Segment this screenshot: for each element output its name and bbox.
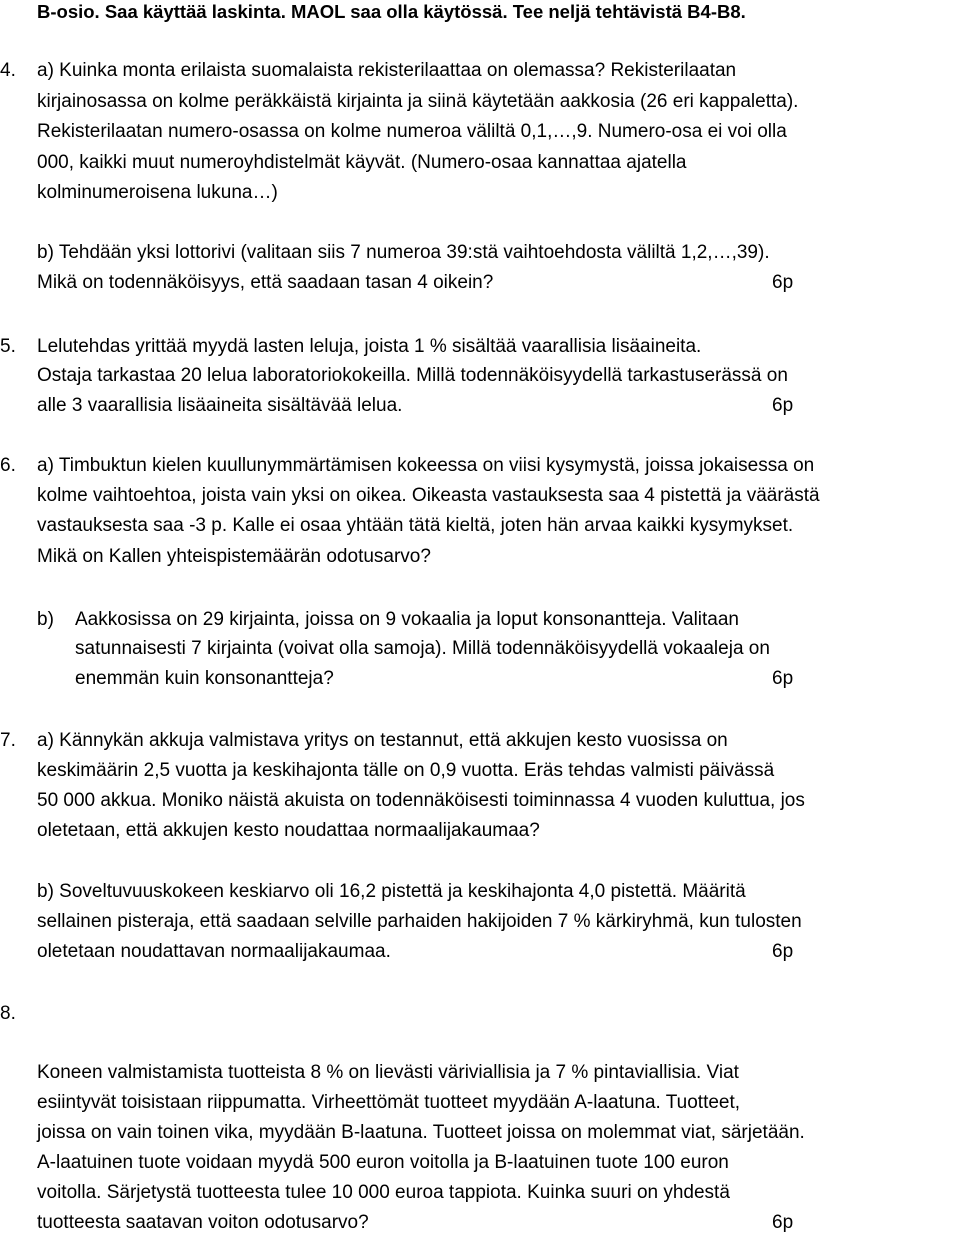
question-text-line: vastauksesta saa -3 p. Kalle ei osaa yhtään tätä kieltä, joten hän arvaa kaikki kysymykset. [37,515,794,536]
question-text-line: kolme vaihtoehtoa, joista vain yksi on oikea. Oikeasta vastauksesta saa 4 pistettä ja väärästä [37,485,820,506]
question-number: 4. [0,60,16,81]
page-header: B-osio. Saa käyttää laskinta. MAOL saa olla käytössä. Tee neljä tehtävistä B4-B8. [37,1,746,22]
points-label: 6p [772,395,794,416]
points-label: 6p [772,668,794,689]
question-number: 7. [0,730,16,751]
points-label: 6p [772,941,794,962]
question-text-line: sellainen pisteraja, että saadaan selville parhaiden hakijoiden 7 % kärkiryhmä, kun tulosten [37,911,802,932]
question-text-line: 000, kaikki muut numeroyhdistelmät käyvät. (Numero-osaa kannattaa ajatella [37,152,687,173]
question-number: 6. [0,455,16,476]
question-text-line: Lelutehdas yrittää myydä lasten leluja, joista 1 % sisältää vaarallisia lisäaineita. [37,336,702,357]
question-text-line: Mikä on todennäköisyys, että saadaan tasan 4 oikein? [37,272,494,293]
question-text-line: voitolla. Särjetystä tuotteesta tulee 10 000 euroa tappiota. Kuinka suuri on yhdestä [37,1182,730,1203]
question-text-line: enemmän kuin konsonantteja? [75,668,334,689]
question-text-line: b) Tehdään yksi lottorivi (valitaan siis 7 numeroa 39:stä vaihtoehdosta väliltä 1,2,…,39). [37,242,770,263]
question-text-line: oletetaan noudattavan normaalijakaumaa. [37,941,391,962]
question-number: 8. [0,1003,16,1024]
question-text-line: esiintyvät toisistaan riippumatta. Virheettömät tuotteet myydään A-laatuna. Tuotteet, [37,1092,741,1113]
question-text-line: alle 3 vaarallisia lisäaineita sisältävää lelua. [37,395,403,416]
question-text-line: joissa on vain toinen vika, myydään B-laatuna. Tuotteet joissa on molemmat viat, särjetään. [37,1122,805,1143]
points-label: 6p [772,272,794,293]
question-text-line: A-laatuinen tuote voidaan myydä 500 euron voitolla ja B-laatuinen tuote 100 euron [37,1152,729,1173]
question-text-line: Ostaja tarkastaa 20 lelua laboratoriokokeilla. Millä todennäköisyydellä tarkastuserässä on [37,365,788,386]
question-text-line: a) Timbuktun kielen kuullunymmärtämisen kokeessa on viisi kysymystä, joissa jokaisessa on [37,455,815,476]
question-text-line: 50 000 akkua. Moniko näistä akuista on todennäköisesti toiminnassa 4 vuoden kuluttua, jos [37,790,805,811]
points-label: 6p [772,1212,794,1233]
question-text-line: Aakkosissa on 29 kirjainta, joissa on 9 vokaalia ja loput konsonantteja. Valitaan [75,609,739,630]
question-text-line: kolminumeroisena lukuna…) [37,182,278,203]
question-text-line: keskimäärin 2,5 vuotta ja keskihajonta tälle on 0,9 vuotta. Eräs tehdas valmisti päivässä [37,760,775,781]
question-number: 5. [0,336,16,357]
question-text-line: Koneen valmistamista tuotteista 8 % on lievästi väriviallisia ja 7 % pintaviallisia. Viat [37,1062,739,1083]
question-text-line: a) Kuinka monta erilaista suomalaista rekisterilaattaa on olemassa? Rekisterilaatan [37,60,737,81]
question-text-line: tuotteesta saatavan voiton odotusarvo? [37,1212,369,1233]
question-text-line: Mikä on Kallen yhteispistemäärän odotusarvo? [37,546,431,567]
question-text-line: satunnaisesti 7 kirjainta (voivat olla samoja). Millä todennäköisyydellä vokaaleja on [75,638,770,659]
question-text-line: oletetaan, että akkujen kesto noudattaa normaalijakaumaa? [37,820,540,841]
question-text-line: a) Kännykän akkuja valmistava yritys on testannut, että akkujen kesto vuosissa on [37,730,728,751]
question-text-line: kirjainosassa on kolme peräkkäistä kirjainta ja siinä käytetään aakkosia (26 eri kappaletta). [37,91,799,112]
subquestion-label: b) [37,609,54,630]
question-text-line: b) Soveltuvuuskokeen keskiarvo oli 16,2 pistettä ja keskihajonta 4,0 pistettä. Määritä [37,881,746,902]
question-text-line: Rekisterilaatan numero-osassa on kolme numeroa väliltä 0,1,…,9. Numero-osa ei voi olla [37,121,787,142]
